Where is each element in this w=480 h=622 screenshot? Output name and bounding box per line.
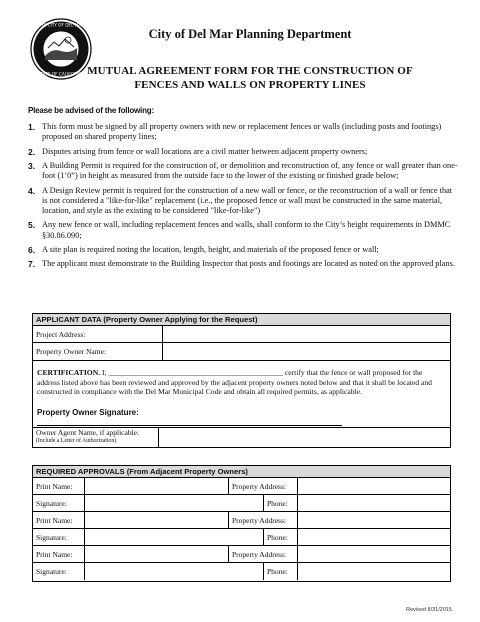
item-number: 7. [28,259,36,270]
list-item [28,147,458,157]
list-item [28,245,458,255]
print-name-label: Print Name: [33,546,85,562]
property-address-field[interactable] [298,512,450,528]
list-item [28,259,458,269]
owner-signature-line[interactable] [37,408,445,426]
signature-label: Signature: [33,529,85,545]
item-text: Any new fence or wall, including replacement fences and walls, shall conform to the City’s height requirements in DMMC §30.86.090; [42,220,451,240]
svg-text:STATE OF CALIFORNIA: STATE OF CALIFORNIA [37,71,85,77]
property-address-field[interactable] [298,546,450,562]
item-number: 5. [28,220,36,231]
agent-name-label-cell [33,428,159,447]
owner-name-row [33,343,450,361]
project-address-field[interactable] [163,326,450,342]
signature-field[interactable] [85,529,264,545]
phone-field[interactable] [298,529,450,545]
item-number: 4. [28,185,36,196]
item-number: 6. [28,244,36,255]
print-name-label: Print Name: [33,478,85,494]
agent-name-sublabel: (Include a Letter of Authorization) [36,438,117,444]
approval-signature-row [33,563,450,580]
certification-body: I, ______________________________________________ certify that the fence or wall proposed for the address listed above has been reviewed and approved by the adjacent property owners noted below and that it shall be located and constructed in compliance with the Del Mar Municipal Code and obtain all required permits, as applicable. [37,368,432,397]
item-text: This form must be signed by all property owners with new or replacement fences or walls (including posts and footings) proposed on shared property lines; [42,122,442,142]
approvals-header: REQUIRED APPROVALS (From Adjacent Property Owners) [33,466,450,478]
approval-name-row [33,546,450,563]
form-title-line2: FENCES AND WALLS ON PROPERTY LINES [134,79,366,91]
required-approvals-section [32,465,451,582]
signature-label: Signature: [33,495,85,511]
revision-date: Revised 8/31/2015 [406,607,452,613]
approval-signature-row [33,495,450,512]
list-item [28,161,458,181]
agent-name-field[interactable] [159,428,450,447]
print-name-field[interactable] [85,478,229,494]
owner-name-label: Property Owner Name: [33,343,163,360]
form-title-line1: MUTUAL AGREEMENT FORM FOR THE CONSTRUCTION OF [87,65,413,77]
item-text: The applicant must demonstrate to the Building Inspector that posts and footings are located as noted on the approved plans. [42,259,455,269]
form-title [60,64,440,92]
print-name-field[interactable] [85,512,229,528]
intro-heading: Please be advised of the following: [28,106,154,115]
signature-label: Signature: [33,563,85,580]
applicant-data-header: APPLICANT DATA (Property Owner Applying for the Request) [33,314,450,326]
phone-label: Phone: [264,563,298,580]
list-item [28,122,458,142]
approval-name-row [33,512,450,529]
certification-text [37,368,446,397]
property-address-label: Property Address: [229,512,298,528]
certification-label: CERTIFICATION. [37,368,101,377]
requirements-list [28,122,458,274]
phone-field[interactable] [298,563,450,580]
item-number: 3. [28,160,36,171]
agent-name-label: Owner Agent Name, if applicable: [36,428,140,437]
owner-name-field[interactable] [163,343,450,360]
print-name-label: Print Name: [33,512,85,528]
phone-label: Phone: [264,495,298,511]
approval-name-row [33,478,450,495]
item-text: Disputes arising from fence or wall locations are a civil matter between adjacent property owners; [42,146,368,156]
phone-field[interactable] [298,495,450,511]
project-address-row [33,326,450,343]
agent-name-row [33,427,450,447]
item-number: 1. [28,122,36,132]
print-name-field[interactable] [85,546,229,562]
item-text: A site plan is required noting the location, length, height, and materials of the proposed fence or wall; [42,244,379,254]
property-address-label: Property Address: [229,478,298,494]
item-text: A Building Permit is required for the construction of, or demolition and reconstruction of, any fence or wall greater than one-foot (1’0”) in height as measured from the outside face to the lower of the existing or finished grade below; [42,160,458,181]
signature-field[interactable] [85,563,264,580]
item-number: 2. [28,146,36,157]
signature-field[interactable] [85,495,264,511]
owner-signature-label: Property Owner Signature: [37,408,139,417]
list-item [28,220,458,240]
property-address-field[interactable] [298,478,450,494]
applicant-data-section [32,313,451,448]
phone-label: Phone: [264,529,298,545]
property-address-label: Property Address: [229,546,298,562]
svg-text:THE CITY OF DEL MAR: THE CITY OF DEL MAR [37,22,85,28]
approval-signature-row [33,529,450,546]
list-item [28,186,458,217]
item-text: A Design Review permit is required for the construction of a new wall or fence, or the reconstruction of a wall or fence that is not considered a "like-for-like" replacement (i.e., the proposed fence or wall must be constructed in the same material, location, and style as the existing to be considered "like-for-like") [42,185,453,215]
project-address-label: Project Address: [33,326,163,342]
department-name: City of Del Mar Planning Department [148,27,352,41]
